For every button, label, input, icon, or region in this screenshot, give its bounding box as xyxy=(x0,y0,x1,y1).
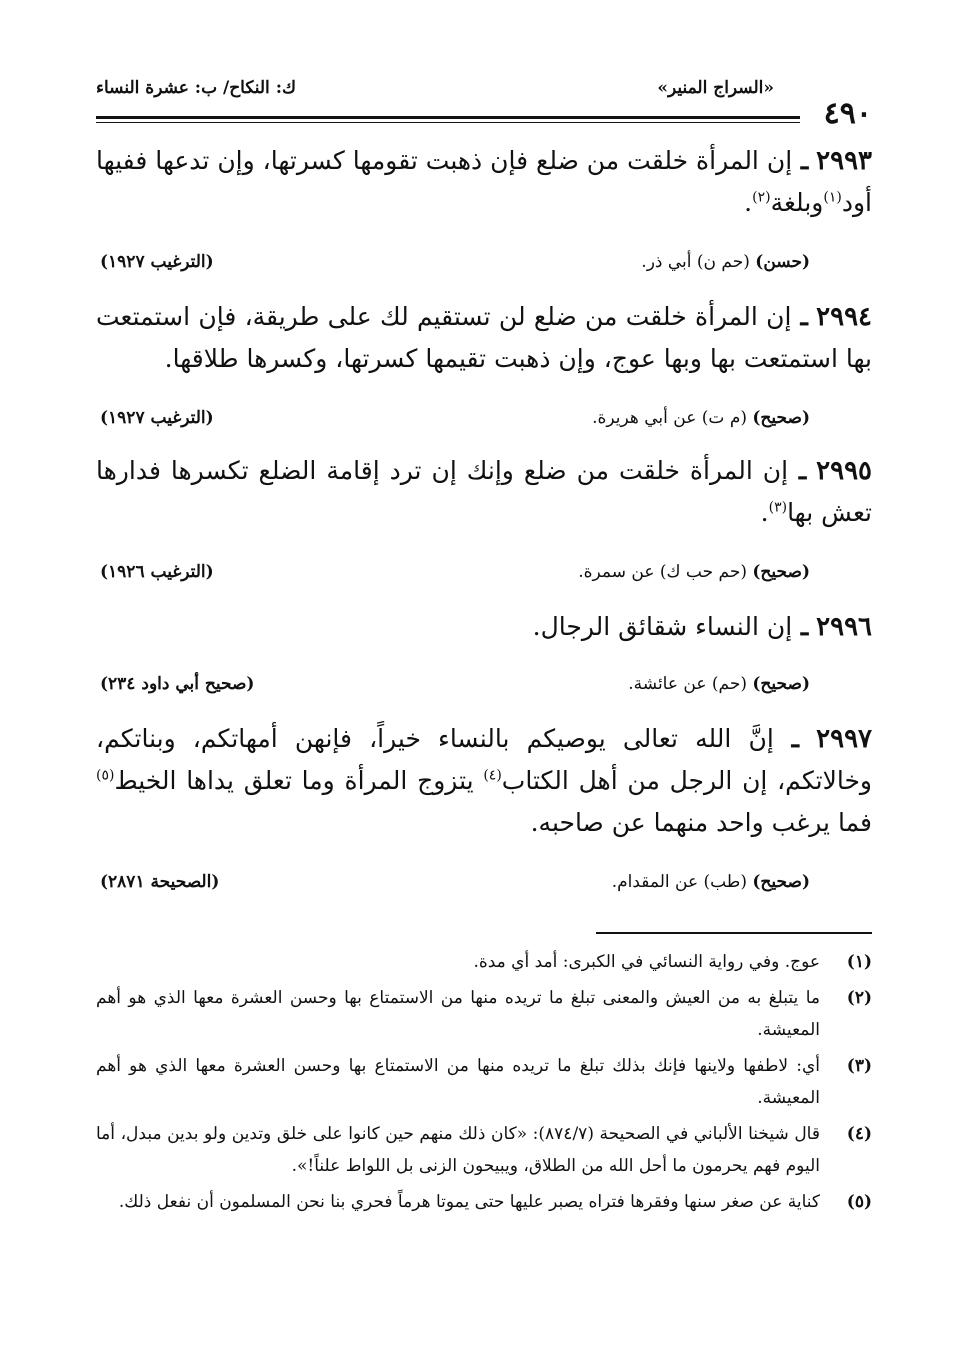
hadith-reference: (الترغيب ١٩٢٦) xyxy=(100,562,214,582)
footnote-ref[interactable]: (٥) xyxy=(96,767,115,784)
hadith-meta xyxy=(96,408,872,438)
hadith-grade: (حسن) (حم ن) أبي ذر. xyxy=(641,252,810,272)
hadith-number: ٢٩٩٧ xyxy=(816,724,872,754)
hadith-number: ٢٩٩٥ xyxy=(816,456,873,486)
footnote xyxy=(96,946,872,978)
hadith-text: ٢٩٩٦ ـ إن النساء شقائق الرجال. xyxy=(532,612,872,642)
hadith-text: ٢٩٩٥ ـ إن المرأة خلقت من ضلع وإنك إن ترد إقامة الضلع تكسرها فدارها تعش بها$^{(٣)}$. xyxy=(96,456,873,527)
hadith-reference: (الترغيب ١٩٢٧) xyxy=(100,252,214,272)
hadith-reference: (صحيح أبي داود ٢٣٤) xyxy=(100,674,255,694)
footnote-ref[interactable]: (٤) xyxy=(483,767,502,784)
section-title: ك: النكاح/ ب: عشرة النساء xyxy=(96,78,296,98)
hadith-reference: (الصحيحة ٢٨٧١) xyxy=(100,872,220,892)
footnote xyxy=(96,982,872,1046)
hadith-2997 xyxy=(96,718,872,844)
footnote xyxy=(96,1186,872,1218)
footnote-text: ما يتبلغ به من العيش والمعنى تبلغ ما تريده منها من الاستمتاع بها وحسن العشرة معها الذي هو أهم المعيشة. xyxy=(96,988,820,1040)
hadith-meta xyxy=(96,252,872,282)
footnote-text: أي: لاطفها ولاينها فإنك بذلك تبلغ ما تريده منها من الاستمتاع بها وحسن العشرة معها الذي هو أهم المعيشة. xyxy=(96,1056,820,1108)
hadith-2996 xyxy=(96,606,872,648)
book-page xyxy=(96,72,872,1332)
hadith-body-end: . xyxy=(760,498,769,527)
hadith-body: إن المرأة خلقت من ضلع فإن ذهبت تقومها كسرتها، وإن تدعها ففيها أود xyxy=(96,146,872,217)
hadith-grade: (صحيح) (م ت) عن أبي هريرة. xyxy=(592,408,810,428)
header-rule xyxy=(96,116,800,119)
hadith-meta xyxy=(96,562,872,592)
footnote-text: قال شيخنا الألباني في الصحيحة (٨٧٤/٧): «كان ذلك منهم حين كانوا على خلق وتدين ولو بدين مبدل، أما اليوم فهم يحرمون ما أحل الله من الطلاق، ويبيحون الزنى بل اللواط علناً!». xyxy=(96,1124,820,1176)
footnote-mark: (٣) xyxy=(846,1056,872,1076)
hadith-body-end: . xyxy=(744,188,753,217)
hadith-meta xyxy=(96,674,872,704)
footnote-rule xyxy=(596,932,872,934)
hadith-body: إن المرأة خلقت من ضلع وإنك إن ترد إقامة الضلع تكسرها فدارها تعش بها xyxy=(96,456,872,527)
hadith-body: إن النساء شقائق الرجال. xyxy=(532,612,793,641)
hadith-text: ٢٩٩٧ ـ إنَّ الله تعالى يوصيكم بالنساء خيراً، فإنهن أمهاتكم، وبناتكم، وخالاتكم، إن الرجل من أهل الكتاب$^{(٤)}$ يتزوج المرأة وما تعلق يداها الخيط$^{(٥)}$ فما يرغب واحد منهما عن صاحبه. xyxy=(96,724,872,837)
footnote-ref[interactable]: (١) xyxy=(823,189,842,206)
hadith-text: ٢٩٩٣ ـ إن المرأة خلقت من ضلع فإن ذهبت تقومها كسرتها، وإن تدعها ففيها أود$^{(١)}$وبلغة$^{(٢)}$. xyxy=(96,146,872,217)
hadith-grade: (صحيح) (طب) عن المقدام. xyxy=(611,872,810,892)
hadith-meta xyxy=(96,872,872,902)
hadith-number: ٢٩٩٦ xyxy=(816,612,872,642)
footnote-text: كناية عن صغر سنها وفقرها فتراه يصبر عليها حتى يموتا هرماً فحري بنا نحن المسلمون أن نفعل ذلك. xyxy=(118,1192,820,1212)
hadith-reference: (الترغيب ١٩٢٧) xyxy=(100,408,214,428)
hadith-body-end: فما يرغب واحد منهما عن صاحبه. xyxy=(530,808,872,837)
hadith-text: ٢٩٩٤ ـ إن المرأة خلقت من ضلع لن تستقيم لك على طريقة، فإن استمتعت بها استمتعت بها وبها عوج، وإن ذهبت تقيمها كسرتها، وكسرها طلاقها. xyxy=(96,302,872,373)
footnote xyxy=(96,1118,872,1182)
footnote-mark: (٤) xyxy=(846,1124,872,1144)
footnote-mark: (٥) xyxy=(846,1192,872,1212)
footnote-ref[interactable]: (٢) xyxy=(752,189,771,206)
header-rule-thin xyxy=(96,122,800,123)
running-head xyxy=(96,72,872,106)
hadith-body-cont: وبلغة xyxy=(770,188,824,217)
hadith-2994 xyxy=(96,296,872,380)
hadith-body-cont: يتزوج المرأة وما تعلق يداها الخيط xyxy=(114,766,484,795)
footnote xyxy=(96,1050,872,1114)
footnote-ref[interactable]: (٣) xyxy=(768,499,788,516)
hadith-2995 xyxy=(96,450,872,534)
hadith-2993 xyxy=(96,140,872,224)
hadith-number: ٢٩٩٤ xyxy=(816,302,872,332)
footnotes xyxy=(96,946,872,1222)
hadith-body: إن المرأة خلقت من ضلع لن تستقيم لك على طريقة، فإن استمتعت بها استمتعت بها وبها عوج، وإن ذهبت تقيمها كسرتها، وكسرها طلاقها. xyxy=(96,302,872,373)
hadith-grade: (صحيح) (حم حب ك) عن سمرة. xyxy=(578,562,810,582)
footnote-mark: (١) xyxy=(846,952,872,972)
footnote-mark: (٢) xyxy=(846,988,872,1008)
hadith-number: ٢٩٩٣ xyxy=(816,146,872,176)
hadith-body: إنَّ الله تعالى يوصيكم بالنساء خيراً، فإنهن أمهاتكم، وبناتكم، وخالاتكم، إن الرجل من أهل الكتاب xyxy=(96,724,872,795)
footnote-text: عوج. وفي رواية النسائي في الكبرى: أمد أي مدة. xyxy=(473,952,820,972)
book-title: «السراج المنير» xyxy=(657,78,774,98)
page-number: ٤٩٠ xyxy=(823,96,872,131)
hadith-grade: (صحيح) (حم) عن عائشة. xyxy=(628,674,810,694)
